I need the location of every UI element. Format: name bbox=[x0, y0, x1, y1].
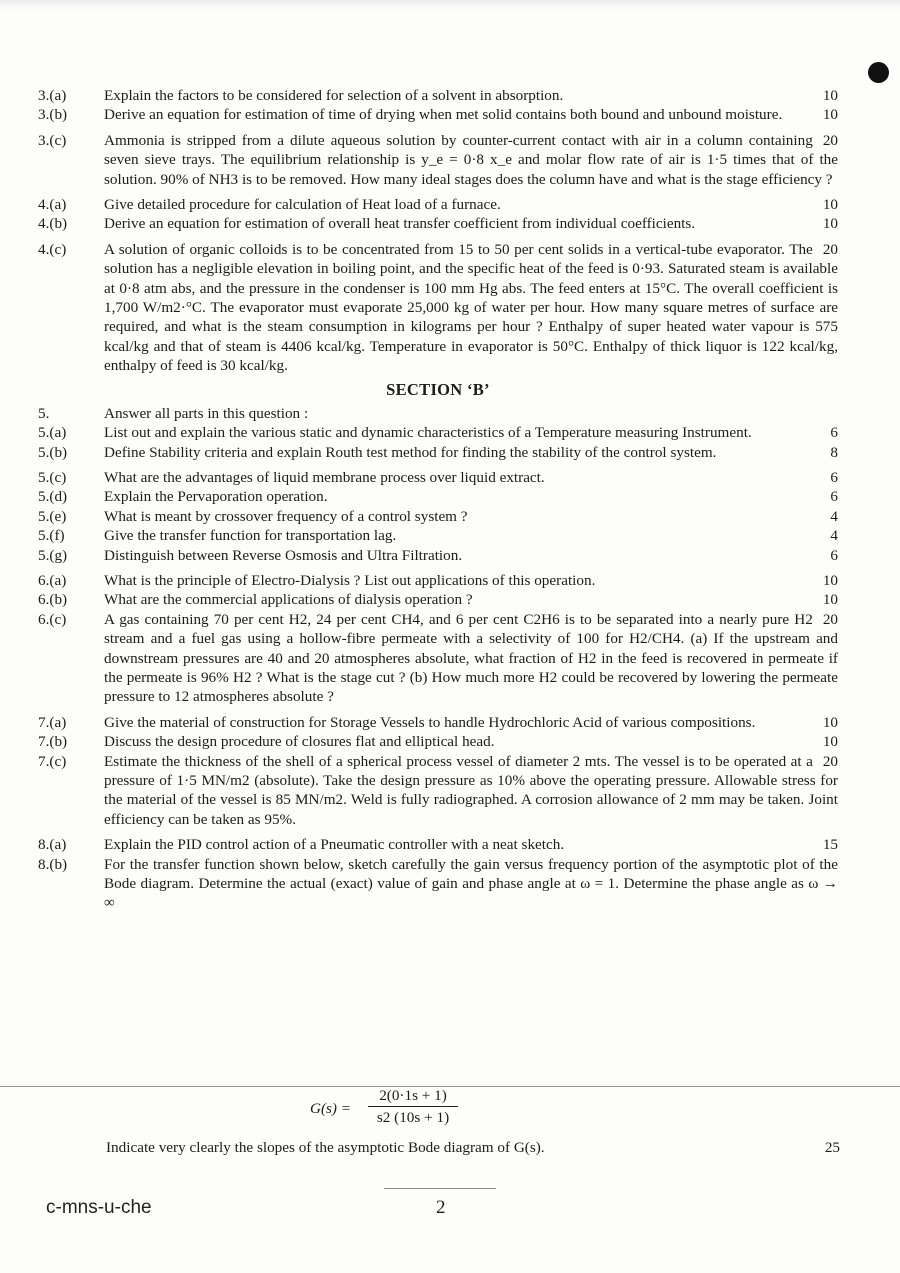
formula-lhs: G(s) = bbox=[310, 1100, 352, 1117]
question-text: What is the principle of Electro-Dialysis ? List out applications of this operation. bbox=[104, 571, 596, 589]
question-number: 7.(b) bbox=[38, 733, 68, 751]
question-number: 5.(d) bbox=[38, 488, 68, 506]
question-text: Explain the factors to be considered for selection of a solvent in absorption. bbox=[104, 87, 564, 104]
marks: 10 bbox=[822, 106, 838, 124]
question-item bbox=[38, 105, 838, 124]
marks: 6 bbox=[830, 546, 838, 564]
question-number: 5.(b) bbox=[38, 443, 68, 461]
closing-text: Indicate very clearly the slopes of the asymptotic Bode diagram of G(s). bbox=[106, 1139, 545, 1156]
question-text: Estimate the thickness of the shell of a spherical process vessel of diameter 2 mts. The vessel is to be operated at a pressure of 1·5 MN/m2 (absolute). Take the design pressure as 10% above the operating pressure. Allowable stress for the material of the vessel is 85 MN/m2. Weld is fully radiographed. A corrosion allowance of 2 mm may be taken. Joint efficiency can be taken as 95%. bbox=[104, 752, 838, 828]
question-item bbox=[38, 468, 838, 487]
question-text: Explain the PID control action of a Pneumatic controller with a neat sketch. bbox=[104, 836, 565, 854]
question-number: 6.(c) bbox=[38, 610, 67, 628]
question-text: For the transfer function shown below, sketch carefully the gain versus frequency portion of the asymptotic plot of the Bode diagram. Determine the actual (exact) value of gain and phase angle at ω = 1. Determine the phase angle as ω → ∞ bbox=[104, 855, 838, 912]
question-number: 3.(b) bbox=[38, 106, 68, 124]
question-item bbox=[38, 86, 838, 105]
question-item bbox=[38, 732, 838, 751]
marks: 6 bbox=[830, 468, 838, 486]
marks: 10 bbox=[822, 591, 838, 609]
marks: 6 bbox=[830, 424, 838, 442]
question-text: Explain the Pervaporation operation. bbox=[104, 488, 328, 506]
question-text: A solution of organic colloids is to be concentrated from 15 to 50 per cent solids in a vertical-tube evaporator. The solution has a negligible elevation in boiling point, and the specific heat of the feed is 0·93. Saturated steam is available at 0·8 atm abs, and the pressure in the condenser is 100 mm Hg abs. The feed enters at 15°C. The overall coefficient is 1,700 W/m2·°C. The evaporator must evaporate 25,000 kg of water per hour. How many square metres of surface are required, and what is the steam consumption in kilograms per hour ? Enthalpy of super heated water vapour is 575 kcal/kg and that of steam is 4406 kcal/kg. Temperature in evaporator is 50°C. Enthalpy of thick liquor is 122 kcal/kg, enthalpy of feed is 30 kcal/kg. bbox=[104, 240, 838, 375]
question-text: Give the material of construction for Storage Vessels to handle Hydrochloric Acid of various compositions. bbox=[104, 713, 756, 731]
section-a-questions bbox=[38, 86, 838, 376]
question-number: 3.(a) bbox=[38, 87, 67, 104]
question-number: 7.(a) bbox=[38, 713, 67, 731]
section-b-questions bbox=[38, 404, 838, 913]
question-item bbox=[38, 240, 838, 376]
question-text: Discuss the design procedure of closures flat and elliptical head. bbox=[104, 733, 495, 751]
question-text: Define Stability criteria and explain Routh test method for finding the stability of the control system. bbox=[104, 443, 717, 461]
question-number: 4.(a) bbox=[38, 196, 67, 214]
marks: 4 bbox=[830, 527, 838, 545]
question-text: Ammonia is stripped from a dilute aqueous solution by counter-current contact with air in a column containing seven sieve trays. The equilibrium relationship is y_e = 0·8 x_e and molar flow rate of air is 1·5 times that of the solution. 90% of NH3 is to be removed. How many ideal stages does the column have and what is the stage efficiency ? bbox=[104, 131, 838, 188]
question-item bbox=[38, 610, 838, 707]
marks: 20 bbox=[822, 752, 838, 770]
marks: 10 bbox=[822, 713, 838, 731]
question-number: 6.(b) bbox=[38, 591, 68, 609]
question-text: List out and explain the various static and dynamic characteristics of a Temperature measuring Instrument. bbox=[104, 424, 752, 442]
question-text: Derive an equation for estimation of overall heat transfer coefficient from individual coefficients. bbox=[104, 215, 696, 233]
question-item bbox=[38, 526, 838, 545]
question-number: 7.(c) bbox=[38, 752, 67, 770]
question-number: 5.(c) bbox=[38, 468, 67, 486]
question-item bbox=[38, 713, 838, 732]
question-number: 5.(a) bbox=[38, 424, 67, 442]
question-item bbox=[38, 423, 838, 442]
question-number: 5. bbox=[38, 404, 50, 422]
question-text: Give detailed procedure for calculation of Heat load of a furnace. bbox=[104, 196, 501, 214]
question-number: 5.(f) bbox=[38, 527, 65, 545]
question-item bbox=[38, 546, 838, 565]
question-item bbox=[38, 590, 838, 609]
question-number: 8.(b) bbox=[38, 855, 68, 873]
marks: 4 bbox=[830, 507, 838, 525]
question-number: 4.(b) bbox=[38, 215, 68, 233]
question-item bbox=[38, 214, 838, 233]
marks: 20 bbox=[822, 131, 838, 149]
question-number: 5.(e) bbox=[38, 507, 67, 525]
paper-code: c-mns-u-che bbox=[46, 1197, 152, 1218]
page-number: 2 bbox=[436, 1197, 446, 1218]
marks: 8 bbox=[830, 443, 838, 461]
question-number: 6.(a) bbox=[38, 571, 67, 589]
formula-denominator: s2 (10s + 1) bbox=[376, 1109, 450, 1126]
end-rule bbox=[384, 1188, 496, 1189]
question-text: What are the advantages of liquid membrane process over liquid extract. bbox=[104, 468, 545, 486]
marks: 20 bbox=[822, 240, 838, 258]
section-heading: SECTION ‘B’ bbox=[386, 379, 490, 399]
marks: 10 bbox=[822, 215, 838, 233]
question-number: 4.(c) bbox=[38, 240, 67, 258]
marks: 25 bbox=[824, 1139, 840, 1156]
question-text: What are the commercial applications of dialysis operation ? bbox=[104, 591, 473, 609]
question-text: Give the transfer function for transportation lag. bbox=[104, 527, 397, 545]
question-item bbox=[38, 571, 838, 590]
question-text: Answer all parts in this question : bbox=[104, 404, 309, 422]
question-item bbox=[38, 443, 838, 462]
punch-hole-mark bbox=[868, 62, 889, 83]
question-item bbox=[38, 835, 838, 854]
marks: 20 bbox=[822, 610, 838, 628]
marks: 15 bbox=[822, 836, 838, 854]
question-item bbox=[38, 507, 838, 526]
question-number: 8.(a) bbox=[38, 836, 67, 854]
marks: 6 bbox=[830, 488, 838, 506]
question-text: What is meant by crossover frequency of a control system ? bbox=[104, 507, 468, 525]
question-text: Derive an equation for estimation of time of drying when met solid contains both bound and unbound moisture. bbox=[104, 106, 783, 124]
transfer-function-formula bbox=[310, 1087, 490, 1135]
question-text: Distinguish between Reverse Osmosis and Ultra Filtration. bbox=[104, 546, 463, 564]
question-number: 5.(g) bbox=[38, 546, 68, 564]
question-item bbox=[38, 195, 838, 214]
question-text: A gas containing 70 per cent H2, 24 per cent CH4, and 6 per cent C2H6 is to be separated into a nearly pure H2 stream and a fuel gas using a hollow-fibre permeate with a selectivity of 100 for H2/CH4. (a) If the upstream and downstream pressures are 40 and 20 atmospheres absolute, what fraction of H2 in the feed is recovered in permeate if the permeate is 96% H2 ? What is the stage cut ? (b) How much more H2 could be recovered by lowering the permeate pressure to 12 atmospheres absolute ? bbox=[104, 610, 838, 706]
marks: 10 bbox=[822, 87, 838, 104]
question-item bbox=[38, 752, 838, 830]
scan-edge bbox=[0, 0, 900, 10]
question-item bbox=[38, 131, 838, 189]
question-number: 3.(c) bbox=[38, 131, 67, 149]
question-item bbox=[38, 404, 838, 423]
question-item bbox=[38, 855, 838, 913]
question-item bbox=[38, 487, 838, 506]
formula-numerator: 2(0·1s + 1) bbox=[368, 1087, 458, 1107]
marks: 10 bbox=[822, 733, 838, 751]
formula-fraction bbox=[368, 1087, 458, 1127]
question-list bbox=[38, 86, 838, 913]
marks: 10 bbox=[822, 571, 838, 589]
marks: 10 bbox=[822, 196, 838, 214]
closing-instruction bbox=[106, 1139, 840, 1157]
